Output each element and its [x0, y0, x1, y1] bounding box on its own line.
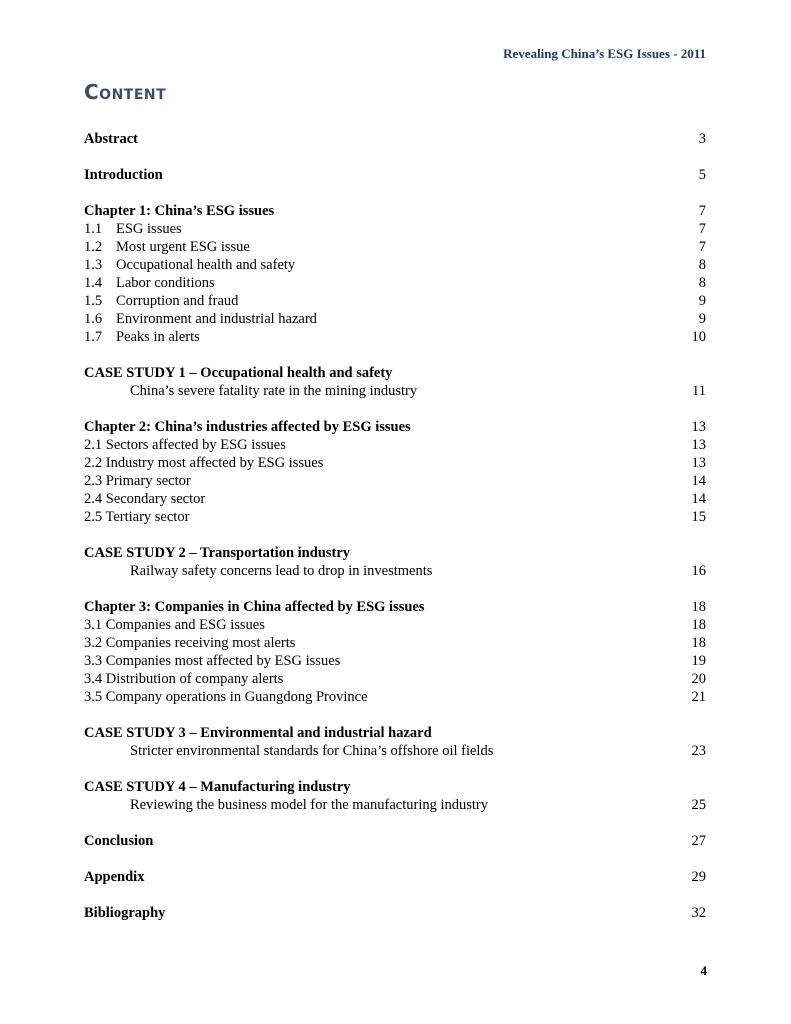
toc-page-number: 11	[692, 383, 706, 399]
toc-page-number: 7	[698, 221, 706, 237]
toc-label: CASE STUDY 4 – Manufacturing industry	[84, 779, 351, 795]
toc-section-number: 1.2	[84, 239, 103, 255]
toc-label: Introduction	[84, 167, 163, 183]
toc-label	[84, 328, 200, 346]
toc-label: CASE STUDY 2 – Transportation industry	[84, 545, 351, 561]
toc-entry[interactable]	[84, 436, 706, 454]
toc-section-number: 1.7	[84, 329, 103, 345]
toc-label: 3.3 Companies most affected by ESG issues	[84, 653, 341, 669]
toc-page-number: 32	[691, 905, 706, 921]
toc-entry-case-study-3-sub[interactable]	[84, 742, 706, 760]
toc-page-number: 14	[691, 473, 706, 489]
toc-page-number: 9	[698, 311, 706, 327]
toc-entry[interactable]	[84, 238, 706, 256]
toc-label: 3.1 Companies and ESG issues	[84, 617, 265, 633]
toc-label: 2.2 Industry most affected by ESG issues	[84, 455, 324, 471]
toc-entry-case-study-1[interactable]	[84, 364, 706, 382]
toc-entry-introduction[interactable]	[84, 166, 706, 184]
toc-page-number: 19	[691, 653, 706, 669]
toc-entry[interactable]	[84, 310, 706, 328]
toc-page-number: 9	[698, 293, 706, 309]
page-number: 4	[700, 963, 707, 978]
toc-page-number: 13	[691, 419, 706, 435]
running-header: Revealing China’s ESG Issues - 2011	[503, 46, 706, 61]
toc-entry[interactable]	[84, 220, 706, 238]
toc-section-title: ESG issues	[116, 221, 182, 237]
toc-entry-chapter-1[interactable]	[84, 202, 706, 220]
toc-section-title: Environment and industrial hazard	[116, 311, 317, 327]
toc-entry[interactable]	[84, 454, 706, 472]
toc-label: China’s severe fatality rate in the mining industry	[130, 383, 418, 399]
toc-entry-case-study-2-sub[interactable]	[84, 562, 706, 580]
toc-page-number: 7	[698, 239, 706, 255]
toc-section-title: Most urgent ESG issue	[116, 239, 250, 255]
toc-entry-bibliography[interactable]	[84, 904, 706, 922]
toc-label: Reviewing the business model for the manufacturing industry	[130, 797, 488, 813]
toc-entry-chapter-3[interactable]	[84, 598, 706, 616]
toc-entry-conclusion[interactable]	[84, 832, 706, 850]
toc-label	[84, 292, 238, 310]
toc-page-number: 5	[698, 167, 706, 183]
toc-entry[interactable]	[84, 292, 706, 310]
toc-label: Conclusion	[84, 833, 154, 849]
toc-entry[interactable]	[84, 634, 706, 652]
toc-label: CASE STUDY 1 – Occupational health and safety	[84, 365, 393, 381]
toc-page-number: 16	[691, 563, 706, 579]
toc-page-number: 20	[691, 671, 706, 687]
toc-label: Stricter environmental standards for China’s offshore oil fields	[130, 743, 494, 759]
toc-page-number: 23	[691, 743, 706, 759]
toc-page-number: 27	[691, 833, 706, 849]
toc-page-number: 13	[691, 455, 706, 471]
toc-page-number: 18	[691, 599, 706, 615]
toc-section-title: Corruption and fraud	[116, 293, 239, 309]
toc-label: 2.4 Secondary sector	[84, 491, 206, 507]
toc-section-title: Labor conditions	[116, 275, 215, 291]
toc-entry[interactable]	[84, 256, 706, 274]
toc-entry[interactable]	[84, 472, 706, 490]
toc-page-number: 7	[698, 203, 706, 219]
toc-section-number: 1.5	[84, 293, 103, 309]
toc-label: Abstract	[84, 131, 138, 147]
toc-section-title: Peaks in alerts	[116, 329, 200, 345]
toc-label: Chapter 2: China’s industries affected by ESG issues	[84, 419, 411, 435]
page-title: Content	[84, 80, 167, 104]
toc-section-number: 1.3	[84, 257, 103, 273]
toc-label: 2.1 Sectors affected by ESG issues	[84, 437, 286, 453]
toc-label: Chapter 1: China’s ESG issues	[84, 203, 275, 219]
toc-page-number: 8	[698, 275, 706, 291]
toc-entry-case-study-4[interactable]	[84, 778, 706, 796]
toc-page-number: 8	[698, 257, 706, 273]
toc-label	[84, 256, 295, 274]
toc-entry-case-study-3[interactable]	[84, 724, 706, 742]
toc-label: Chapter 3: Companies in China affected by ESG issues	[84, 599, 425, 615]
toc-section-title: Occupational health and safety	[116, 257, 296, 273]
table-of-contents	[84, 130, 706, 922]
toc-label: Bibliography	[84, 905, 166, 921]
toc-entry[interactable]	[84, 490, 706, 508]
toc-page-number: 21	[691, 689, 706, 705]
toc-page-number: 18	[691, 635, 706, 651]
toc-label: 3.4 Distribution of company alerts	[84, 671, 284, 687]
toc-label: 2.5 Tertiary sector	[84, 509, 190, 525]
toc-entry[interactable]	[84, 652, 706, 670]
toc-label	[84, 220, 182, 238]
toc-entry[interactable]	[84, 274, 706, 292]
toc-page-number: 10	[691, 329, 706, 345]
toc-entry-appendix[interactable]	[84, 868, 706, 886]
toc-label: CASE STUDY 3 – Environmental and industrial hazard	[84, 725, 432, 741]
toc-entry[interactable]	[84, 670, 706, 688]
toc-entry-abstract[interactable]	[84, 130, 706, 148]
toc-entry[interactable]	[84, 616, 706, 634]
toc-section-number: 1.6	[84, 311, 103, 327]
toc-page-number: 29	[691, 869, 706, 885]
toc-label	[84, 274, 215, 292]
toc-label: Appendix	[84, 869, 145, 885]
toc-label: 3.5 Company operations in Guangdong Province	[84, 689, 368, 705]
toc-entry-chapter-2[interactable]	[84, 418, 706, 436]
toc-page-number: 15	[691, 509, 706, 525]
toc-entry[interactable]	[84, 688, 706, 706]
toc-entry[interactable]	[84, 328, 706, 346]
toc-label	[84, 310, 317, 328]
toc-label: 3.2 Companies receiving most alerts	[84, 635, 296, 651]
toc-entry-case-study-2[interactable]	[84, 544, 706, 562]
toc-page-number: 3	[698, 131, 706, 147]
toc-label: Railway safety concerns lead to drop in investments	[130, 563, 433, 579]
toc-section-number: 1.1	[84, 221, 103, 237]
chapter-2-list	[84, 436, 706, 526]
toc-section-number: 1.4	[84, 275, 103, 291]
chapter-1-list	[84, 220, 706, 346]
toc-label: 2.3 Primary sector	[84, 473, 191, 489]
toc-page-number: 13	[691, 437, 706, 453]
toc-entry-case-study-1-sub[interactable]	[84, 382, 706, 400]
toc-label	[84, 238, 250, 256]
chapter-3-list	[84, 616, 706, 706]
toc-entry-case-study-4-sub[interactable]	[84, 796, 706, 814]
toc-entry[interactable]	[84, 508, 706, 526]
toc-page-number: 25	[691, 797, 706, 813]
toc-page-number: 14	[691, 491, 706, 507]
toc-page-number: 18	[691, 617, 706, 633]
